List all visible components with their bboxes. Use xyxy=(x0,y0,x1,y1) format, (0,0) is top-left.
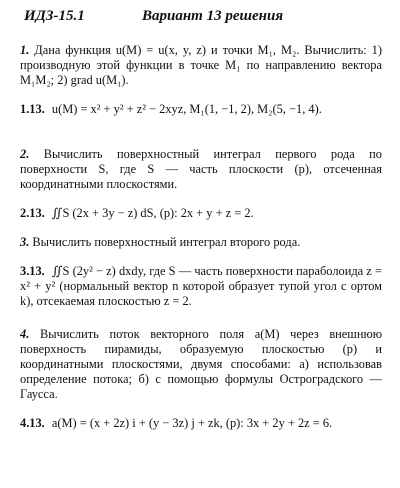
task-3-text xyxy=(20,235,382,250)
task-1-formula xyxy=(20,102,382,117)
task-description: Вычислить поток векторного поля a(M) через внешнюю поверхность пирамиды, образуемую плоскостью (p) и координатными плоскостями, двумя способами: а) использовав определение потока; б) с помощью формулы Остроградского — Гаусса. xyxy=(20,327,382,401)
header xyxy=(20,8,382,25)
formula-number: 4.13. xyxy=(20,416,45,430)
task-number: 4. xyxy=(20,327,30,341)
task-number: 1. xyxy=(20,43,30,57)
formula-body: u(M) = x² + y² + z² − 2xyz, M₁(1, −1, 2), M₂(5, −1, 4). xyxy=(51,102,322,116)
task-4-text xyxy=(20,327,382,402)
task-2-text xyxy=(20,147,382,192)
task-2-formula xyxy=(20,206,382,221)
formula-number: 1.13. xyxy=(20,102,45,116)
task-description: Вычислить поверхностный интеграл первого рода по поверхности S, где S — часть плоскости (p), отсеченная координатными плоскостями. xyxy=(20,147,382,191)
task-4-formula xyxy=(20,416,382,431)
task-number: 3. xyxy=(20,235,30,249)
formula-number: 2.13. xyxy=(20,206,45,220)
task-number: 2. xyxy=(20,147,30,161)
task-description: Дана функция u(M) = u(x, y, z) и точки M₁, M₂. Вычислить: 1) производную этой функции в точке M₁ по направлению вектора M₁M₂; 2) grad u(M₁). xyxy=(20,43,382,87)
assignment-code: ИДЗ-15.1 xyxy=(24,8,85,24)
task-3-formula xyxy=(20,264,382,309)
formula-body: ∬S (2x + 3y − z) dS, (p): 2x + y + z = 2. xyxy=(51,206,254,220)
formula-body: ∬S (2y² − z) dxdy, где S — часть поверхности параболоида z = x² + y² (нормальный вектор n которой образует тупой угол с ортом k), отсекаемая плоскостью z = 2. xyxy=(20,264,382,308)
formula-body: a(M) = (x + 2z) i + (y − 3z) j + zk, (p): 3x + 2y + 2z = 6. xyxy=(51,416,333,430)
task-1-text xyxy=(20,43,382,88)
task-description: Вычислить поверхностный интеграл второго рода. xyxy=(32,235,301,249)
formula-number: 3.13. xyxy=(20,264,45,278)
variant-title: Вариант 13 решения xyxy=(142,8,284,24)
